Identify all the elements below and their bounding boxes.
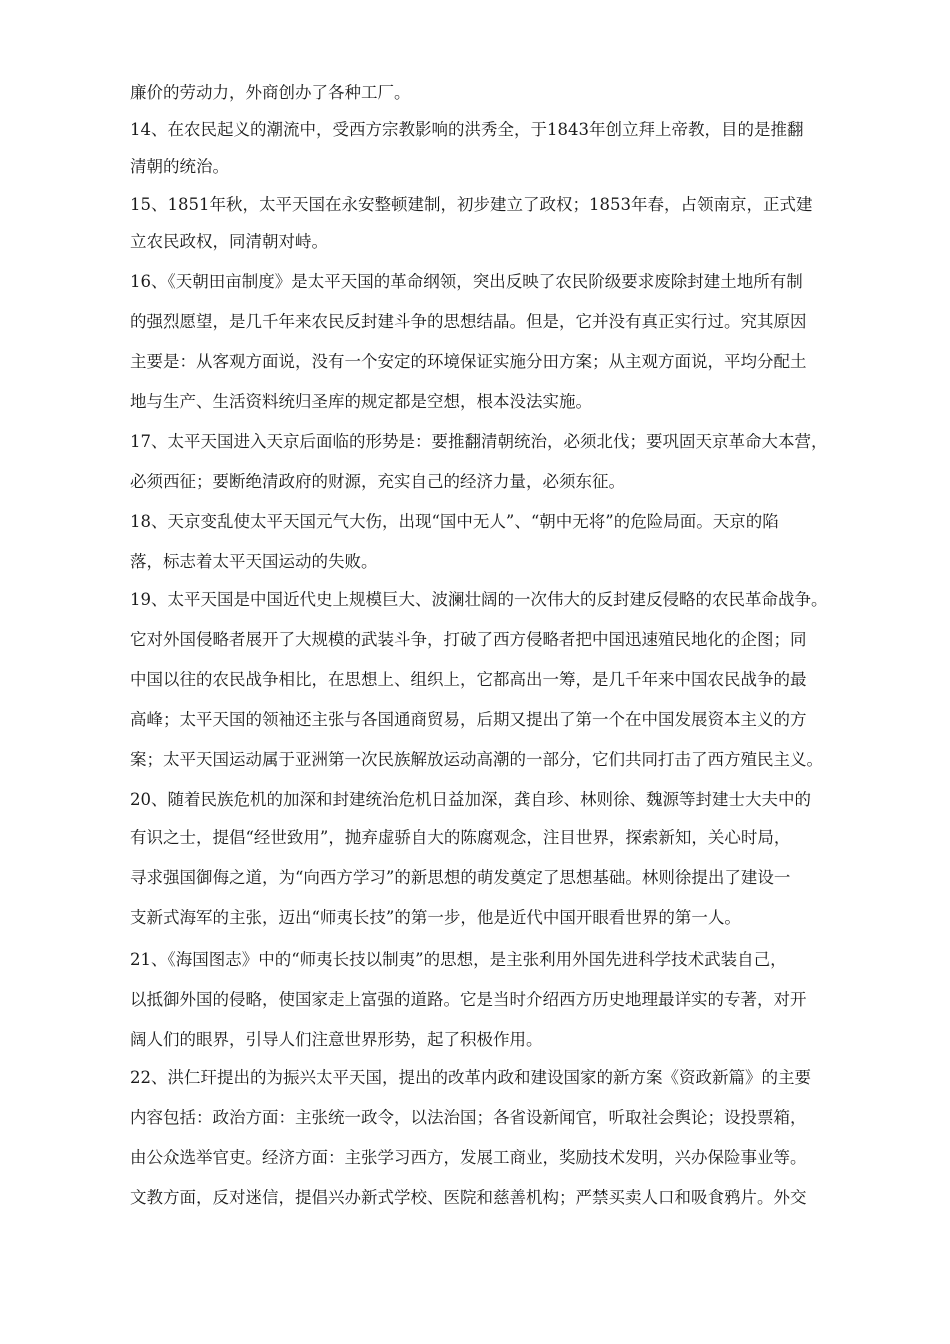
text-line: 必须西征；要断绝清政府的财源，充实自己的经济力量，必须东征。	[130, 472, 625, 491]
text-line: 立农民政权，同清朝对峙。	[130, 232, 328, 251]
text-line: 18、天京变乱使太平天国元气大伤，出现“国中无人”、“朝中无将”的危险局面。天京的陷	[130, 512, 779, 531]
text-line: 17、太平天国进入天京后面临的形势是：要推翻清朝统治，必须北伐；要巩固天京革命大本营，	[130, 432, 828, 451]
text-line: 中国以往的农民战争相比，在思想上、组织上，它都高出一筹，是几千年来中国农民战争的最	[130, 670, 807, 689]
text-line: 廉价的劳动力，外商创办了各种工厂。	[130, 83, 411, 102]
text-line: 内容包括：政治方面：主张统一政令，以法治国；各省设新闻官，听取社会舆论；设投票箱，	[130, 1108, 807, 1127]
text-line: 21、《海国图志》中的“师夷长技以制夷”的思想，是主张利用外国先进科学技术武装自己，	[130, 950, 787, 969]
text-line: 16、《天朝田亩制度》是太平天国的革命纲领，突出反映了农民阶级要求废除封建土地所有制	[130, 272, 803, 291]
text-line: 地与生产、生活资料统归圣库的规定都是空想，根本没法实施。	[130, 392, 592, 411]
text-line: 它对外国侵略者展开了大规模的武装斗争，打破了西方侵略者把中国迅速殖民地化的企图；同	[130, 630, 807, 649]
text-line: 阔人们的眼界，引导人们注意世界形势，起了积极作用。	[130, 1030, 543, 1049]
text-line: 19、太平天国是中国近代史上规模巨大、波澜壮阔的一次伟大的反封建反侵略的农民革命战争。	[130, 590, 828, 609]
text-line: 15、1851年秋，太平天国在永安整顿建制，初步建立了政权；1853年春，占领南京，正式建	[130, 195, 813, 214]
text-line: 的强烈愿望，是几千年来农民反封建斗争的思想结晶。但是，它并没有真正实行过。究其原因	[130, 312, 807, 331]
text-line: 清朝的统治。	[130, 157, 229, 176]
text-line: 寻求强国御侮之道，为“向西方学习”的新思想的萌发奠定了思想基础。林则徐提出了建设一	[130, 868, 791, 887]
text-line: 以抵御外国的侵略，使国家走上富强的道路。它是当时介绍西方历史地理最详实的专著，对开	[130, 990, 807, 1009]
text-line: 有识之士，提倡“经世致用”，抛弃虚骄自大的陈腐观念，注目世界，探索新知，关心时局，	[130, 828, 791, 847]
text-line: 14、在农民起义的潮流中，受西方宗教影响的洪秀全，于1843年创立拜上帝教，目的是推翻	[130, 120, 804, 139]
text-line: 22、洪仁玕提出的为振兴太平天国，提出的改革内政和建设国家的新方案《资政新篇》的主要	[130, 1068, 811, 1087]
text-line: 落，标志着太平天国运动的失败。	[130, 552, 378, 571]
text-line: 主要是：从客观方面说，没有一个安定的环境保证实施分田方案；从主观方面说，平均分配土	[130, 352, 807, 371]
text-line: 由公众选举官吏。经济方面：主张学习西方，发展工商业，奖励技术发明，兴办保险事业等。	[130, 1148, 807, 1167]
text-line: 20、随着民族危机的加深和封建统治危机日益加深，龚自珍、林则徐、魏源等封建士大夫中的	[130, 790, 811, 809]
text-line: 文教方面，反对迷信，提倡兴办新式学校、医院和慈善机构；严禁买卖人口和吸食鸦片。外交	[130, 1188, 807, 1207]
text-line: 支新式海军的主张，迈出“师夷长技”的第一步，他是近代中国开眼看世界的第一人。	[130, 908, 741, 927]
text-line: 高峰；太平天国的领袖还主张与各国通商贸易，后期又提出了第一个在中国发展资本主义的方	[130, 710, 807, 729]
text-line: 案；太平天国运动属于亚洲第一次民族解放运动高潮的一部分，它们共同打击了西方殖民主义。	[130, 750, 823, 769]
